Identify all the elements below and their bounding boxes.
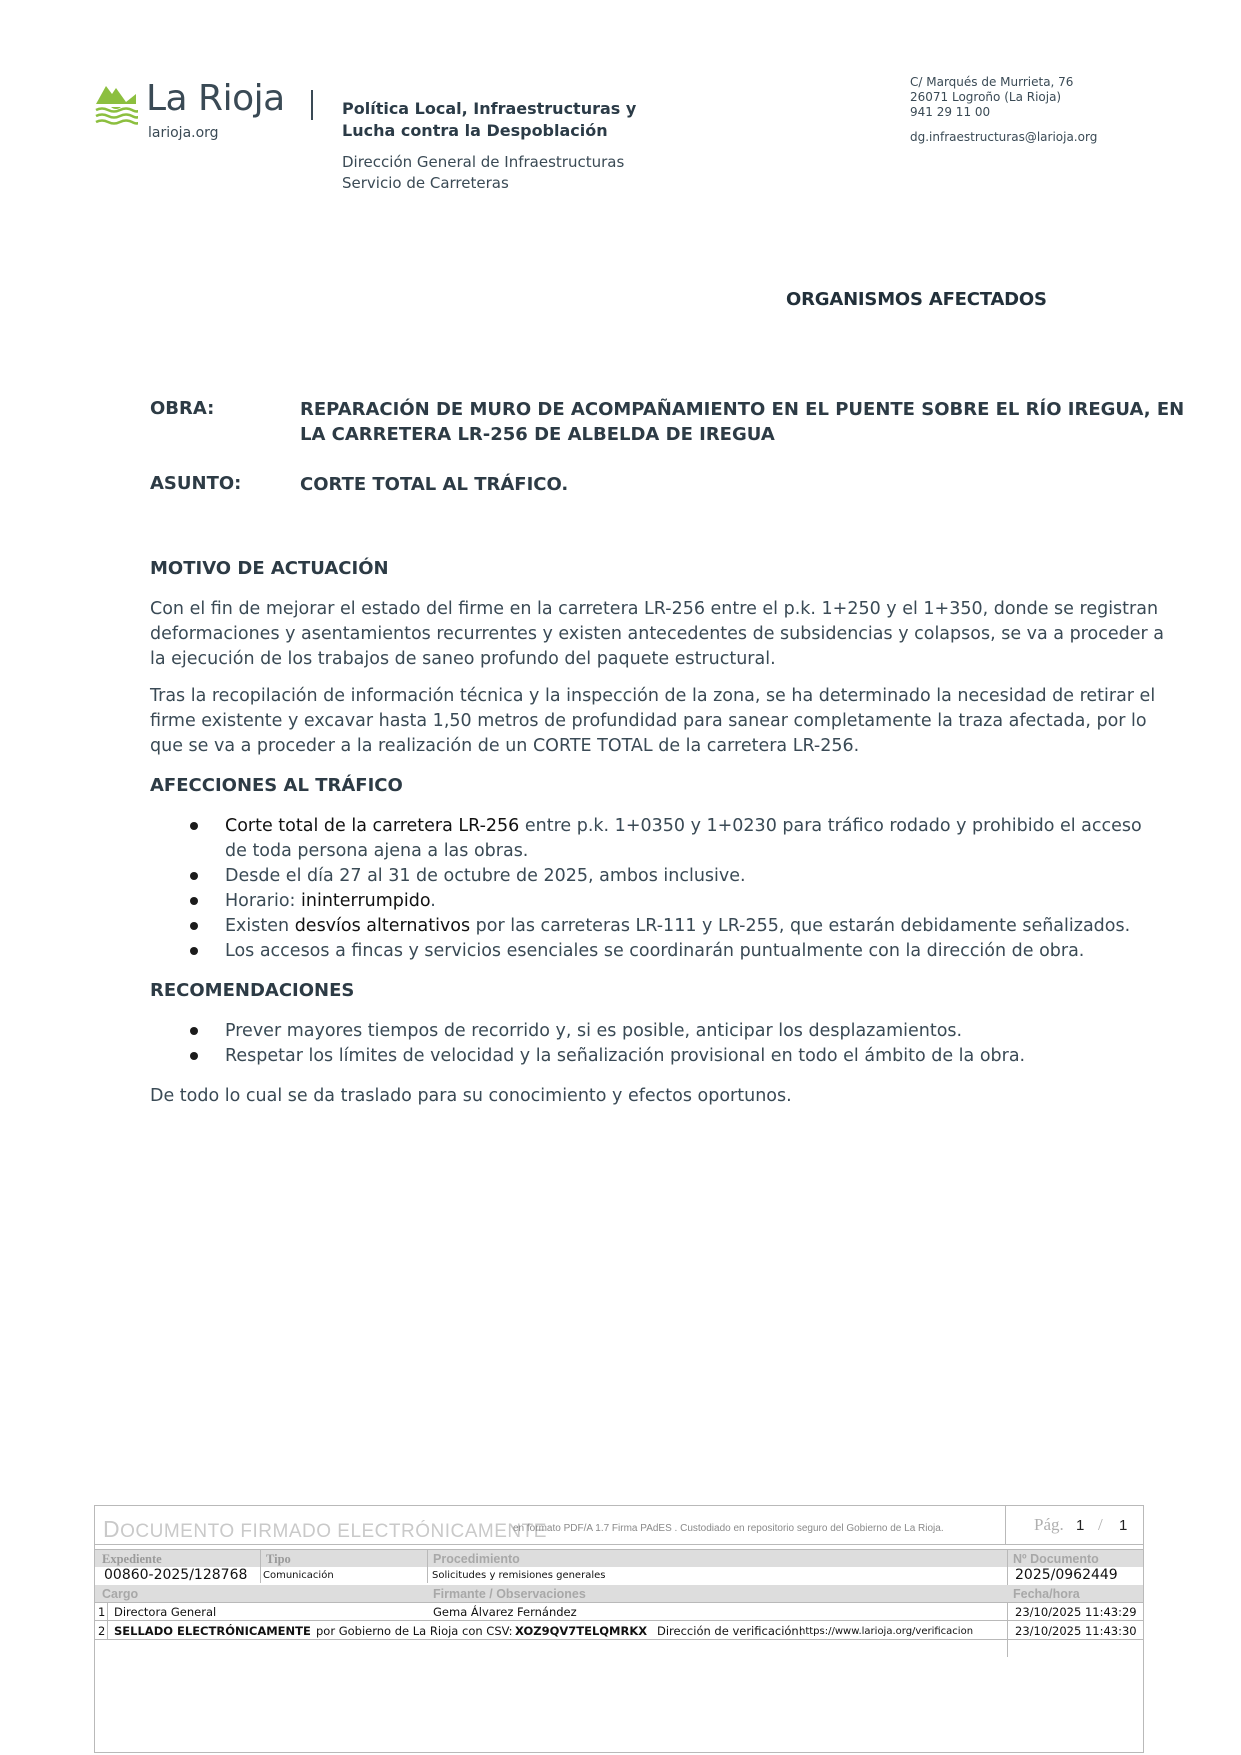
item-text: Horario: xyxy=(225,891,302,911)
mountain-sun-icon xyxy=(94,80,138,126)
divider xyxy=(95,1620,1143,1621)
signer-name: Gema Álvarez Fernández xyxy=(433,1605,577,1619)
item-text: de toda persona ajena a las obras. xyxy=(225,841,529,861)
closing-paragraph xyxy=(150,1084,1100,1109)
emphasis-text: desvíos alternativos xyxy=(294,916,471,936)
bullet-icon xyxy=(190,947,198,955)
phone-number: 941 29 11 00 xyxy=(910,105,991,119)
electronic-signature-box xyxy=(94,1505,1144,1753)
column-divider xyxy=(260,1550,261,1583)
ndoc-value: 2025/0962449 xyxy=(1015,1567,1118,1583)
obra-value xyxy=(300,397,1185,447)
paragraph-line: deformaciones y asentamientos recurrentes y existen antecedentes de subsidencias y colapsos, se va a proceder a xyxy=(150,624,1164,644)
la-rioja-logo xyxy=(94,78,294,148)
signature-format-note: en formato PDF/A 1.7 Firma PAdES . Custodiado en repositorio seguro del Gobierno de La Rioja. xyxy=(513,1523,944,1534)
department-line-2: Lucha contra la Despoblación xyxy=(342,121,608,140)
list-item xyxy=(150,914,1131,939)
signer-datetime: 23/10/2025 11:43:29 xyxy=(1015,1605,1137,1619)
column-divider xyxy=(1007,1550,1008,1657)
asunto-text: CORTE TOTAL AL TRÁFICO. xyxy=(300,474,569,495)
seal-by: por Gobierno de La Rioja con CSV: xyxy=(316,1624,513,1638)
paragraph-line: que se va a proceder a la realización de un CORTE TOTAL de la carretera LR-256. xyxy=(150,736,860,756)
afecciones-list xyxy=(150,814,1142,964)
signer-cargo: Directora General xyxy=(114,1605,217,1619)
firmante-label: Firmante / Observaciones xyxy=(433,1587,586,1601)
signer-row-number: 1 xyxy=(98,1605,106,1619)
list-item xyxy=(150,814,1142,839)
recipient-heading: ORGANISMOS AFECTADOS xyxy=(786,289,1047,310)
address-line-1: C/ Marqués de Murrieta, 76 xyxy=(910,75,1074,89)
verification-label: Dirección de verificación: xyxy=(657,1624,803,1638)
signature-header xyxy=(95,1506,1145,1546)
tipo-value: Comunicación xyxy=(263,1570,334,1581)
bullet-icon xyxy=(190,1052,198,1060)
verification-link[interactable]: https://www.larioja.org/verificacion xyxy=(799,1626,974,1637)
expediente-value: 00860-2025/128768 xyxy=(104,1567,248,1583)
obra-line-2: LA CARRETERA LR-256 DE ALBELDA DE IREGUA xyxy=(300,424,775,445)
list-item xyxy=(150,1019,1110,1044)
divider xyxy=(95,1544,1143,1545)
item-text: Los accesos a fincas y servicios esenciales se coordinarán puntualmente con la dirección de obra. xyxy=(225,941,1085,961)
column-divider xyxy=(427,1550,428,1583)
motivo-heading: MOTIVO DE ACTUACIÓN xyxy=(150,558,389,579)
tipo-label: Tipo xyxy=(266,1552,291,1566)
divider xyxy=(95,1602,1143,1603)
item-text: Respetar los límites de velocidad y la señalización provisional en todo el ámbito de la obra. xyxy=(225,1046,1026,1066)
recomendaciones-list xyxy=(150,1019,1110,1069)
header-divider xyxy=(311,90,313,120)
obra-label: OBRA: xyxy=(150,398,215,419)
procedimiento-label: Procedimiento xyxy=(433,1552,520,1566)
page-total: 1 xyxy=(1119,1517,1128,1534)
address-line-2: 26071 Logroño (La Rioja) xyxy=(910,90,1062,104)
item-text: Prever mayores tiempos de recorrido y, si es posible, anticipar los desplazamientos. xyxy=(225,1021,963,1041)
list-item xyxy=(150,864,1110,889)
subdepartment-line-2: Servicio de Carreteras xyxy=(342,174,509,192)
bullet-icon xyxy=(190,1027,198,1035)
paragraph-line: De todo lo cual se da traslado para su conocimiento y efectos oportunos. xyxy=(150,1086,792,1106)
paragraph-line: Tras la recopilación de información técnica y la inspección de la zona, se ha determinado la necesidad de retirar el xyxy=(150,686,1156,706)
seal-cargo: SELLADO ELECTRÓNICAMENTE xyxy=(114,1624,311,1638)
department-name xyxy=(342,98,662,142)
item-text: . xyxy=(430,891,436,911)
page-indicator xyxy=(1005,1506,1144,1544)
expediente-label: Expediente xyxy=(102,1552,162,1566)
paragraph-line: firme existente y excavar hasta 1,50 metros de profundidad para sanear completamente la traza afectada, por lo xyxy=(150,711,1147,731)
emphasis-text: Corte total de la carretera LR-256 xyxy=(225,816,520,836)
bullet-icon xyxy=(190,897,198,905)
seal-datetime: 23/10/2025 11:43:30 xyxy=(1015,1624,1137,1638)
bullet-icon xyxy=(190,872,198,880)
motivo-paragraph-1 xyxy=(150,597,1164,672)
page-current: 1 xyxy=(1076,1517,1085,1534)
email-link[interactable]: dg.infraestructuras@larioja.org xyxy=(910,130,1098,144)
signer-row-number: 2 xyxy=(98,1624,106,1638)
page-separator: / xyxy=(1098,1515,1103,1534)
signature-title: DOCUMENTO FIRMADO ELECTRÓNICAMENTE xyxy=(103,1516,547,1542)
item-text: Existen xyxy=(225,916,295,936)
emphasis-text: ininterrumpido xyxy=(301,891,431,911)
obra-line-1: REPARACIÓN DE MURO DE ACOMPAÑAMIENTO EN EL PUENTE SOBRE EL RÍO IREGUA, EN xyxy=(300,399,1185,420)
list-item-continuation xyxy=(150,839,1110,864)
asunto-label: ASUNTO: xyxy=(150,473,242,494)
signers-header-band xyxy=(95,1585,1143,1602)
item-text: entre p.k. 1+0350 y 1+0230 para tráfico rodado y prohibido el acceso xyxy=(519,816,1142,836)
subdepartment-line-1: Dirección General de Infraestructuras xyxy=(342,153,625,171)
list-item xyxy=(150,939,1110,964)
list-item xyxy=(150,889,1110,914)
procedimiento-value: Solicitudes y remisiones generales xyxy=(432,1570,606,1581)
page-label: Pág. xyxy=(1034,1515,1064,1534)
subdepartment-name xyxy=(342,152,624,194)
recomendaciones-heading: RECOMENDACIONES xyxy=(150,980,355,1001)
csv-code: XOZ9QV7TELQMRKX xyxy=(515,1624,648,1638)
contact-block xyxy=(910,75,1097,145)
divider xyxy=(95,1639,1143,1640)
fecha-label: Fecha/hora xyxy=(1013,1587,1080,1601)
ndoc-label: Nº Documento xyxy=(1013,1552,1099,1566)
metadata-header-band xyxy=(95,1550,1143,1567)
item-text: por las carreteras LR-111 y LR-255, que estarán debidamente señalizados. xyxy=(470,916,1131,936)
list-item xyxy=(150,1044,1110,1069)
motivo-paragraph-2 xyxy=(150,684,1156,759)
logo-domain: larioja.org xyxy=(148,125,219,141)
bullet-icon xyxy=(190,922,198,930)
afecciones-heading: AFECCIONES AL TRÁFICO xyxy=(150,775,403,796)
logo-wordmark: La Rioja xyxy=(146,78,285,119)
item-text: Desde el día 27 al 31 de octubre de 2025, ambos inclusive. xyxy=(225,866,746,886)
asunto-value xyxy=(300,472,1100,497)
cargo-label: Cargo xyxy=(102,1587,139,1601)
paragraph-line: Con el fin de mejorar el estado del firme en la carretera LR-256 entre el p.k. 1+250 y el 1+350, donde se registran xyxy=(150,599,1159,619)
paragraph-line: la ejecución de los trabajos de saneo profundo del paquete estructural. xyxy=(150,649,776,669)
bullet-icon xyxy=(190,822,198,830)
department-line-1: Política Local, Infraestructuras y xyxy=(342,99,637,118)
